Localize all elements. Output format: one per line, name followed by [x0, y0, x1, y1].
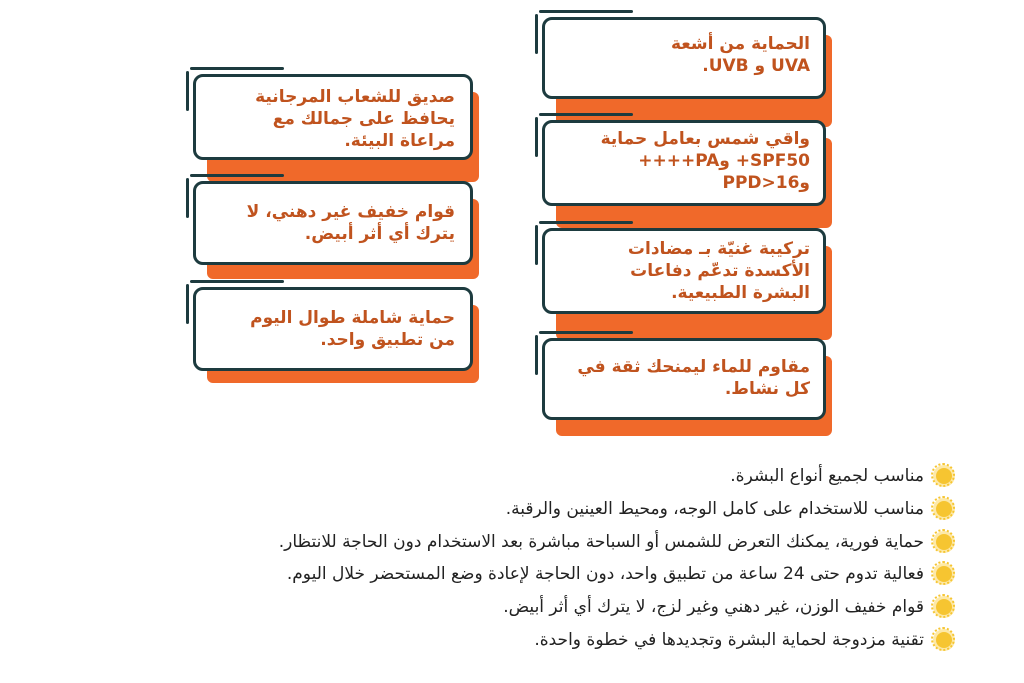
list-item [54, 626, 954, 659]
feature-card-text: تركيبة غنيّة بـ مضادات الأكسدة تدعّم دفاعات البشرة الطبيعية. [627, 239, 810, 303]
list-item-text: تقنية مزدوجة لحماية البشرة وتجديدها في خطوة واحدة. [534, 629, 924, 650]
list-item [54, 560, 954, 593]
sun-icon [936, 632, 952, 648]
sun-icon [936, 566, 952, 582]
list-item-text: مناسب للاستخدام على كامل الوجه، ومحيط العينين والرقبة. [505, 498, 924, 519]
list-item-text: فعالية تدوم حتى 24 ساعة من تطبيق واحد، دون الحاجة لإعادة وضع المستحضر خلال اليوم. [286, 564, 924, 585]
sun-icon [936, 534, 952, 550]
sun-icon [936, 599, 952, 615]
feature-card-text: الحماية من أشعة UVA و UVB. [670, 34, 810, 76]
feature-card-text: مقاوم للماء ليمنحك ثقة في كل نشاط. [577, 357, 810, 399]
feature-card-text: حماية شاملة طوال اليوم من تطبيق واحد. [250, 308, 455, 350]
benefits-list [54, 462, 954, 659]
list-item [54, 462, 954, 495]
feature-card-text: واقي شمس بعامل حماية SPF50+ وPA++++ وPPD>16 [600, 129, 810, 193]
list-item-text: حماية فورية، يمكنك التعرض للشمس أو السباحة مباشرة بعد الاستخدام دون الحاجة للانتظار. [278, 531, 924, 552]
list-item-text: مناسب لجميع أنواع البشرة. [730, 466, 924, 486]
sun-icon [936, 468, 952, 484]
list-item [54, 593, 954, 626]
feature-card-text: قوام خفيف غير دهني، لا يترك أي أثر أبيض. [246, 202, 455, 244]
list-item [54, 528, 954, 561]
list-item [54, 495, 954, 528]
feature-card-text: صديق للشعاب المرجانية يحافظ على جمالك مع مراعاة البيئة. [255, 87, 455, 151]
list-item-text: قوام خفيف الوزن، غير دهني وغير لزج، لا يترك أي أثر أبيض. [503, 597, 924, 618]
sun-icon [936, 501, 952, 517]
